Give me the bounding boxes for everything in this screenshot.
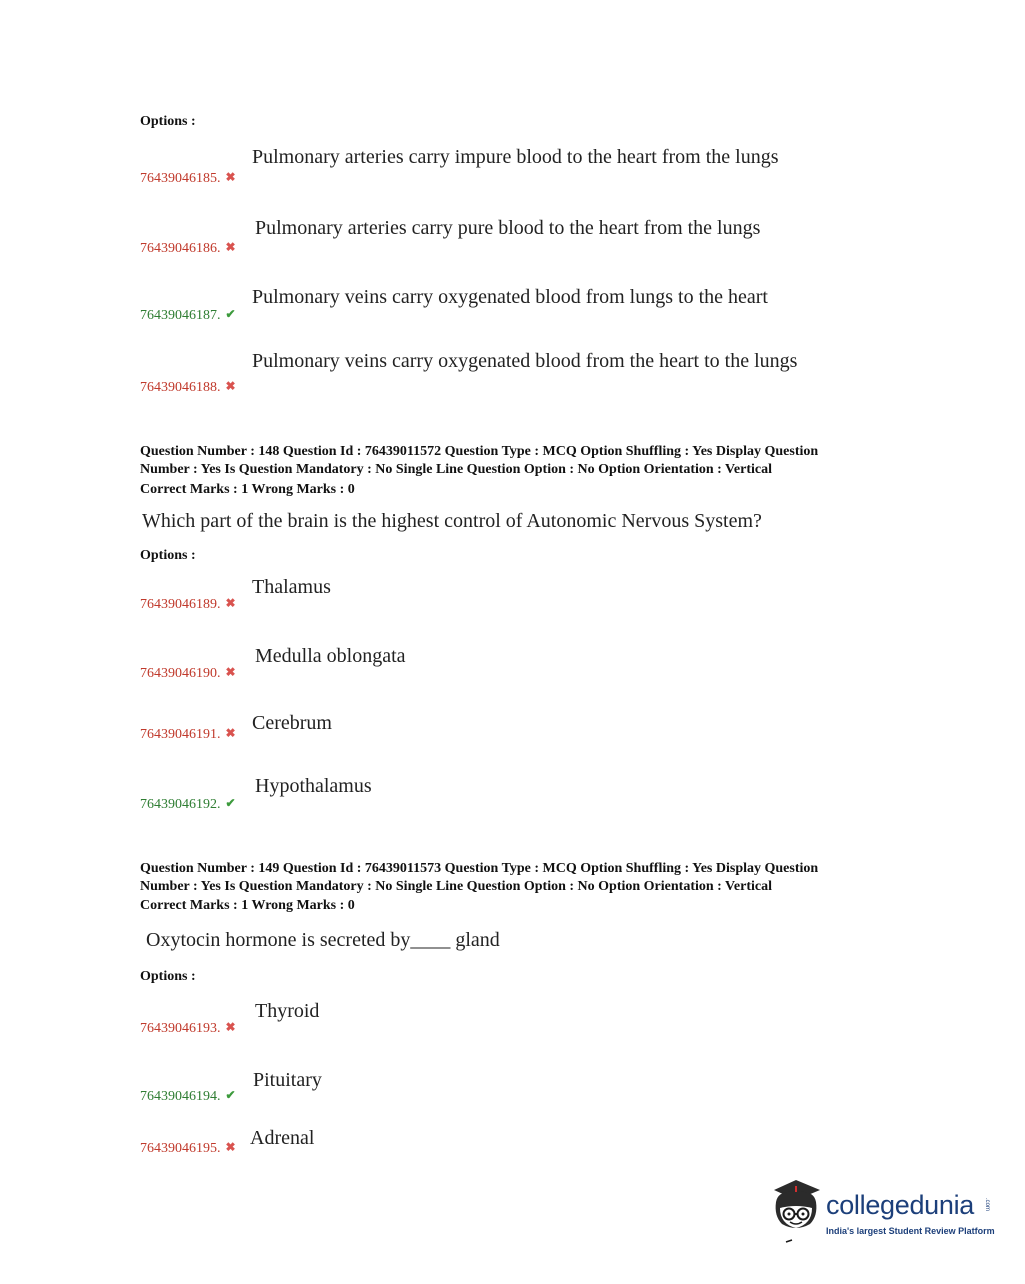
options-label: Options : — [140, 114, 196, 129]
check-icon: ✔ — [225, 307, 236, 321]
question-marks: Correct Marks : 1 Wrong Marks : 0 — [140, 482, 355, 497]
options-label: Options : — [140, 548, 196, 563]
check-icon: ✔ — [225, 796, 236, 810]
logo-wordmark: collegedunia — [826, 1190, 975, 1220]
option-id: 76439046185. ✖ — [140, 170, 236, 186]
question-meta-line: Number : Yes Is Question Mandatory : No Single Line Question Option : No Option Orientation : Vertical — [140, 879, 772, 894]
option-text: Hypothalamus — [255, 775, 372, 797]
cross-icon: ✖ — [225, 726, 236, 740]
option-text: Cerebrum — [252, 712, 332, 734]
cross-icon: ✖ — [225, 170, 236, 184]
option-id: 76439046188. ✖ — [140, 379, 236, 395]
check-icon: ✔ — [225, 1088, 236, 1102]
logo-domain: .com — [984, 1198, 990, 1212]
cross-icon: ✖ — [225, 665, 236, 679]
student-mascot-icon — [766, 1176, 826, 1246]
question-meta-line: Number : Yes Is Question Mandatory : No Single Line Question Option : No Option Orientation : Vertical — [140, 462, 772, 477]
option-id: 76439046192. ✔ — [140, 796, 236, 812]
option-id: 76439046195. ✖ — [140, 1140, 236, 1156]
option-text: Medulla oblongata — [255, 645, 406, 667]
question-marks: Correct Marks : 1 Wrong Marks : 0 — [140, 898, 355, 913]
option-text: Adrenal — [250, 1127, 315, 1149]
option-text: Thyroid — [255, 1000, 320, 1022]
option-text: Pulmonary arteries carry impure blood to the heart from the lungs — [252, 146, 779, 168]
cross-icon: ✖ — [225, 1140, 236, 1154]
question-meta — [140, 860, 900, 896]
cross-icon: ✖ — [225, 1020, 236, 1034]
question-text: Oxytocin hormone is secreted by____ gland — [146, 929, 500, 951]
option-id: 76439046190. ✖ — [140, 665, 236, 681]
options-label: Options : — [140, 969, 196, 984]
question-meta-line: Question Number : 148 Question Id : 76439011572 Question Type : MCQ Option Shuffling : Yes Display Question — [140, 444, 819, 459]
cross-icon: ✖ — [225, 596, 236, 610]
option-text: Thalamus — [252, 576, 331, 598]
option-id: 76439046194. ✔ — [140, 1088, 236, 1104]
option-id: 76439046191. ✖ — [140, 726, 236, 742]
question-meta-line: Question Number : 149 Question Id : 76439011573 Question Type : MCQ Option Shuffling : Yes Display Question — [140, 861, 819, 876]
option-text: Pulmonary veins carry oxygenated blood from the heart to the lungs — [252, 350, 798, 372]
cross-icon: ✖ — [225, 240, 236, 254]
option-id: 76439046186. ✖ — [140, 240, 236, 256]
option-text: Pituitary — [253, 1069, 322, 1091]
option-id: 76439046187. ✔ — [140, 307, 236, 323]
option-text: Pulmonary arteries carry pure blood to the heart from the lungs — [255, 217, 761, 239]
option-id: 76439046189. ✖ — [140, 596, 236, 612]
option-text: Pulmonary veins carry oxygenated blood from lungs to the heart — [252, 286, 768, 308]
option-id: 76439046193. ✖ — [140, 1020, 236, 1036]
collegedunia-logo — [766, 1176, 996, 1246]
logo-tagline: India's largest Student Review Platform — [826, 1226, 995, 1236]
cross-icon: ✖ — [225, 379, 236, 393]
question-text: Which part of the brain is the highest control of Autonomic Nervous System? — [142, 510, 762, 532]
question-meta — [140, 443, 900, 479]
